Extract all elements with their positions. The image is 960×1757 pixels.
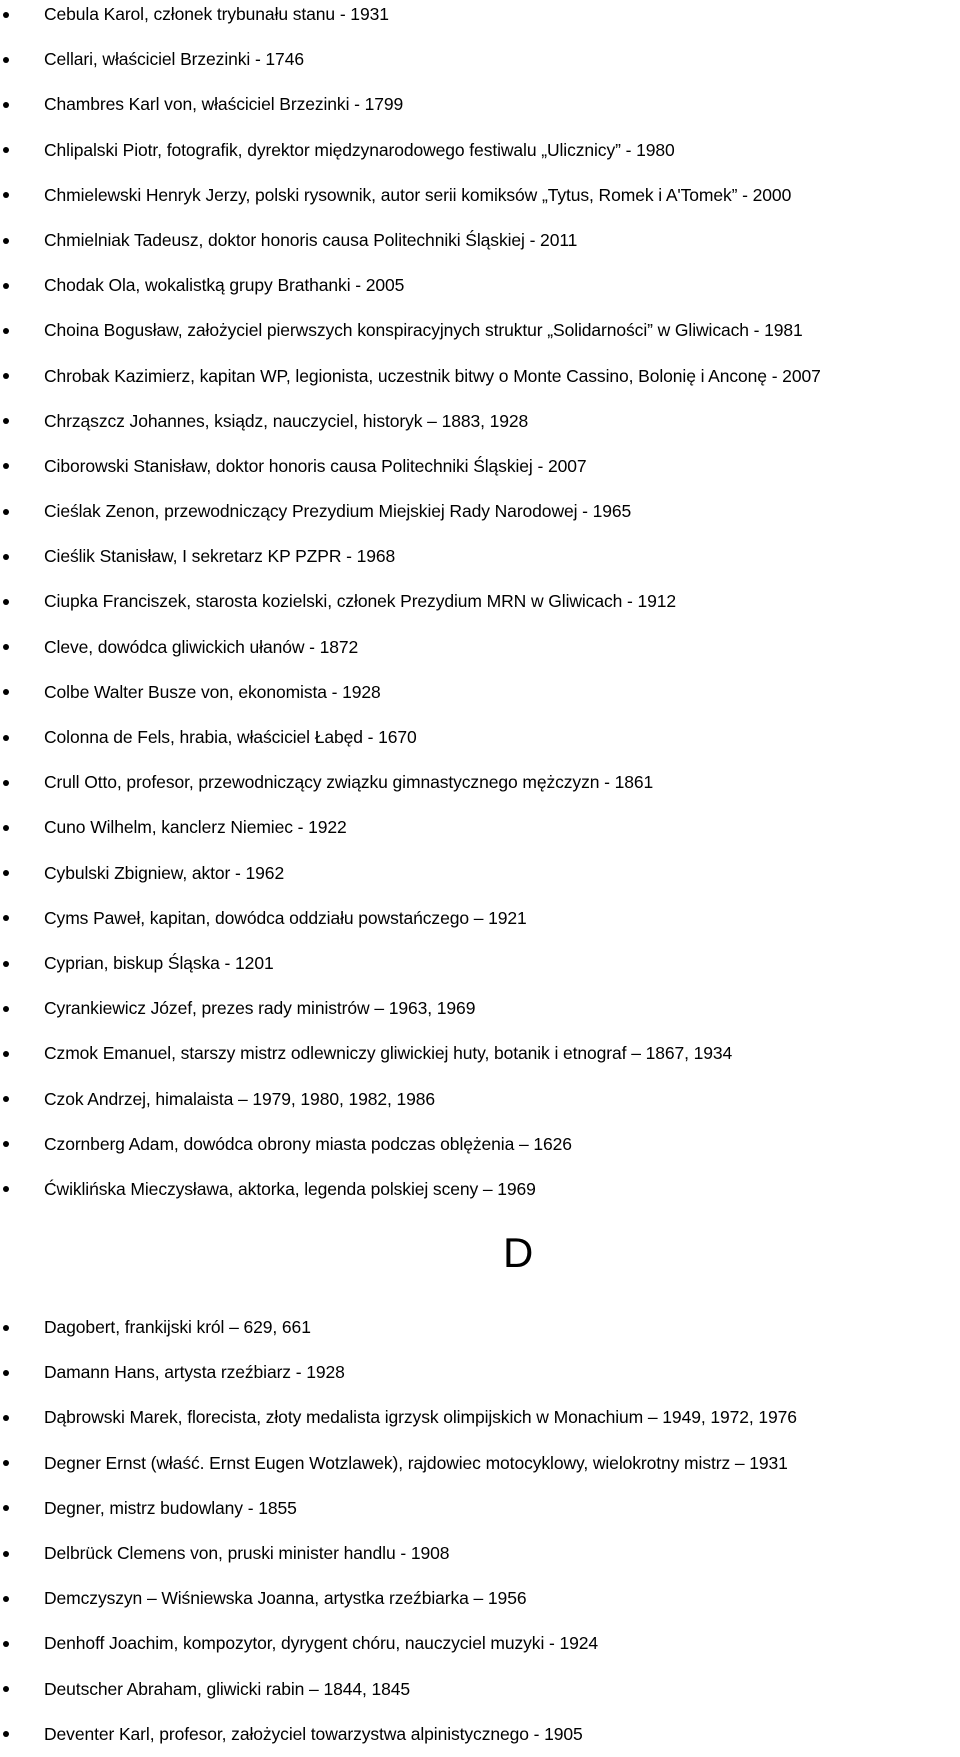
list-item — [0, 218, 821, 263]
bullet-icon — [3, 1141, 9, 1147]
list-item — [0, 805, 821, 850]
bullet-icon — [3, 283, 9, 289]
entry-text: Cleve, dowódca gliwickich ułanów - 1872 — [44, 636, 359, 657]
entry-text: Cebula Karol, członek trybunału stanu - 1931 — [44, 4, 389, 24]
list-item — [0, 1350, 797, 1395]
bullet-icon — [3, 599, 9, 605]
list-item — [0, 760, 821, 805]
entry-text: Cellari, właściciel Brzezinki - 1746 — [44, 49, 304, 70]
entry-text: Colonna de Fels, hrabia, właściciel Łabęd - 1670 — [44, 727, 417, 747]
list-item — [0, 37, 821, 82]
bullet-icon — [3, 1505, 9, 1511]
bullet-icon — [3, 12, 9, 18]
entry-text: Chmielewski Henryk Jerzy, polski rysownik, autor serii komiksów „Tytus, Romek i A'Tomek” - 2000 — [44, 184, 792, 205]
list-item — [0, 128, 821, 173]
bullet-icon — [3, 463, 9, 469]
entry-text: Cyprian, biskup Śląska - 1201 — [44, 952, 274, 973]
entry-text: Degner, mistrz budowlany - 1855 — [44, 1497, 297, 1518]
bullet-icon — [3, 735, 9, 741]
section-heading-d: D — [503, 1229, 534, 1276]
list-item — [0, 399, 821, 444]
list-item — [0, 1077, 821, 1122]
list-item — [0, 670, 821, 715]
entry-text: Chodak Ola, wokalistką grupy Brathanki - 2005 — [44, 275, 405, 296]
bullet-icon — [3, 509, 9, 515]
bullet-icon — [3, 554, 9, 560]
bullet-icon — [3, 57, 9, 63]
list-item — [0, 625, 821, 670]
bullet-icon — [3, 689, 9, 695]
list-item — [0, 82, 821, 127]
list-item — [0, 941, 821, 986]
bullet-icon — [3, 825, 9, 831]
bullet-icon — [3, 915, 9, 921]
entry-text: Ciupka Franciszek, starosta kozielski, członek Prezydium MRN w Gliwicach - 1912 — [44, 591, 677, 612]
list-item — [0, 1486, 797, 1531]
list-item — [0, 896, 821, 941]
entry-text: Colbe Walter Busze von, ekonomista - 1928 — [44, 681, 381, 702]
bullet-icon — [3, 1596, 9, 1602]
list-item — [0, 986, 821, 1031]
entry-text: Chlipalski Piotr, fotografik, dyrektor międzynarodowego festiwalu „Ulicznicy” - 1980 — [44, 139, 675, 160]
list-item — [0, 0, 821, 37]
list-item — [0, 715, 821, 760]
entry-text: Cybulski Zbigniew, aktor - 1962 — [44, 862, 285, 883]
entry-text: Chrobak Kazimierz, kapitan WP, legionista, uczestnik bitwy o Monte Cassino, Bolonię i Anconę - 2007 — [44, 365, 821, 386]
entry-text: Czornberg Adam, dowódca obrony miasta podczas oblężenia – 1626 — [44, 1133, 572, 1154]
entry-text: Dagobert, frankijski król – 629, 661 — [44, 1317, 311, 1337]
bullet-icon — [3, 1731, 9, 1737]
bullet-icon — [3, 373, 9, 379]
entry-text: Czmok Emanuel, starszy mistrz odlewniczy gliwickiej huty, botanik i etnograf – 1867, 1934 — [44, 1043, 733, 1064]
list-item — [0, 1122, 821, 1167]
list-item — [0, 1305, 797, 1350]
bullet-icon — [3, 1686, 9, 1692]
bullet-icon — [3, 1096, 9, 1102]
entry-text: Cyrankiewicz Józef, prezes rady ministrów – 1963, 1969 — [44, 998, 476, 1019]
entry-text: Delbrück Clemens von, pruski minister handlu - 1908 — [44, 1542, 450, 1563]
entry-text: Cieślik Stanisław, I sekretarz KP PZPR - 1968 — [44, 546, 396, 567]
list-item — [0, 851, 821, 896]
bullet-icon — [3, 102, 9, 108]
list-item — [0, 444, 821, 489]
bullet-icon — [3, 418, 9, 424]
entry-text: Deventer Karl, profesor, założyciel towarzystwa alpinistycznego - 1905 — [44, 1723, 583, 1744]
list-item — [0, 489, 821, 534]
entry-text: Ćwiklińska Mieczysława, aktorka, legenda polskiej sceny – 1969 — [44, 1178, 536, 1199]
list-item — [0, 1031, 821, 1076]
list-item — [0, 1531, 797, 1576]
entry-text: Ciborowski Stanisław, doktor honoris causa Politechniki Śląskiej - 2007 — [44, 455, 587, 476]
entry-text: Degner Ernst (właść. Ernst Eugen Wotzlawek), rajdowiec motocyklowy, wielokrotny mistrz – 1931 — [44, 1452, 788, 1473]
bullet-icon — [3, 1415, 9, 1421]
bullet-icon — [3, 1186, 9, 1192]
entry-text: Deutscher Abraham, gliwicki rabin – 1844, 1845 — [44, 1678, 411, 1699]
bullet-icon — [3, 961, 9, 967]
list-item — [0, 354, 821, 399]
entry-text: Cieślak Zenon, przewodniczący Prezydium Miejskiej Rady Narodowej - 1965 — [44, 501, 632, 522]
bullet-icon — [3, 238, 9, 244]
entry-text: Demczyszyn – Wiśniewska Joanna, artystka rzeźbiarka – 1956 — [44, 1588, 527, 1609]
entry-text: Damann Hans, artysta rzeźbiarz - 1928 — [44, 1362, 345, 1383]
entry-text: Denhoff Joachim, kompozytor, dyrygent chóru, nauczyciel muzyki - 1924 — [44, 1633, 599, 1654]
entry-text: Cyms Paweł, kapitan, dowódca oddziału powstańczego – 1921 — [44, 907, 527, 928]
entry-text: Crull Otto, profesor, przewodniczący związku gimnastycznego mężczyzn - 1861 — [44, 772, 654, 793]
bullet-icon — [3, 147, 9, 153]
list-item — [0, 1167, 821, 1212]
bullet-icon — [3, 192, 9, 198]
list-item — [0, 1667, 797, 1712]
bullet-icon — [3, 1006, 9, 1012]
entry-text: Choina Bogusław, założyciel pierwszych konspiracyjnych struktur „Solidarności” w Gliwicach - 1981 — [44, 320, 803, 341]
list-item — [0, 1441, 797, 1486]
bullet-icon — [3, 1051, 9, 1057]
list-item — [0, 1576, 797, 1621]
entry-text: Czok Andrzej, himalaista – 1979, 1980, 1982, 1986 — [44, 1088, 436, 1109]
list-item — [0, 1621, 797, 1666]
entry-text: Dąbrowski Marek, florecista, złoty medalista igrzysk olimpijskich w Monachium – 1949, 1972, 1976 — [44, 1407, 797, 1428]
bullet-icon — [3, 780, 9, 786]
bullet-icon — [3, 644, 9, 650]
entry-list-d — [0, 1305, 797, 1757]
list-item — [0, 534, 821, 579]
bullet-icon — [3, 1551, 9, 1557]
bullet-icon — [3, 1460, 9, 1466]
bullet-icon — [3, 1370, 9, 1376]
bullet-icon — [3, 1325, 9, 1331]
bullet-icon — [3, 870, 9, 876]
list-item — [0, 263, 821, 308]
list-item — [0, 579, 821, 624]
list-item — [0, 1395, 797, 1440]
bullet-icon — [3, 328, 9, 334]
list-item — [0, 1712, 797, 1757]
entry-text: Chrząszcz Johannes, ksiądz, nauczyciel, historyk – 1883, 1928 — [44, 410, 529, 431]
list-item — [0, 308, 821, 353]
entry-text: Cuno Wilhelm, kanclerz Niemiec - 1922 — [44, 817, 347, 838]
list-item — [0, 173, 821, 218]
entry-text: Chambres Karl von, właściciel Brzezinki - 1799 — [44, 94, 404, 115]
entry-text: Chmielniak Tadeusz, doktor honoris causa Politechniki Śląskiej - 2011 — [44, 229, 578, 250]
bullet-icon — [3, 1641, 9, 1647]
